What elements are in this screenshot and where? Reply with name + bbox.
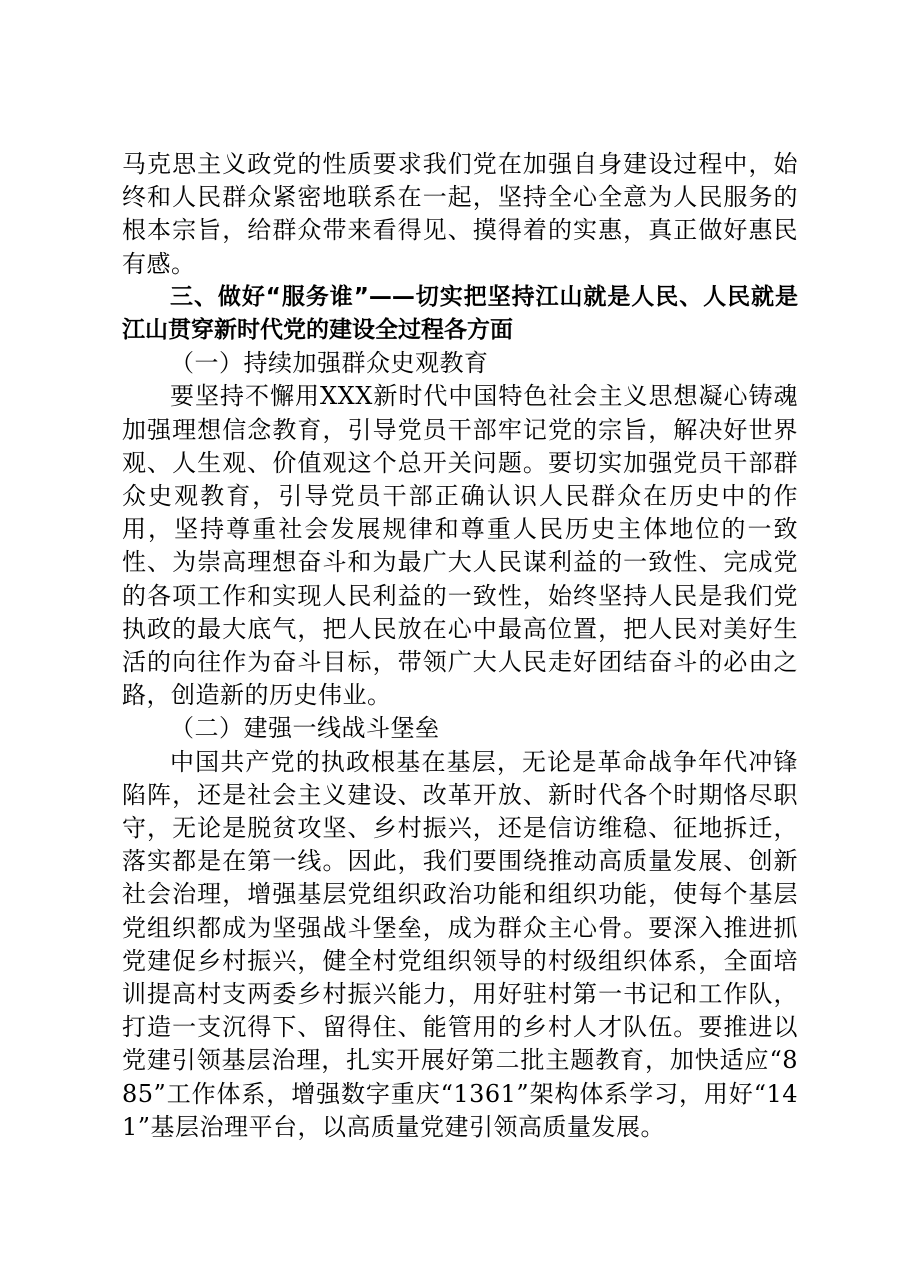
subsection-2-body: 中国共产党的执政根基在基层，无论是革命战争年代冲锋陷阵，还是社会主义建设、改革开放、新时代各个时期恪尽职守，无论是脱贫攻坚、乡村振兴，还是信访维稳、征地拆迁，落实都是在第一线。因此，我们要围绕推动高质量发展、创新社会治理，增强基层党组织政治功能和组织功能，使每个基层党组织都成为坚强战斗堡垒，成为群众主心骨。要深入推进抓党建促乡村振兴，健全村党组织领导的村级组织体系，全面培训提高村支两委乡村振兴能力，用好驻村第一书记和工作队，打造一支沉得下、留得住、能管用的乡村人才队伍。要推进以党建引领基层治理，扎实开展好第二批主题教育，加快适应“885”工作体系，增强数字重庆“1361”架构体系学习，用好“141”基层治理平台，以高质量党建引领高质量发展。 (122, 747, 798, 1141)
section-heading: 三、做好“服务谁”——切实把坚持江山就是人民、人民就是江山贯穿新时代党的建设全过程各方面 (122, 283, 798, 344)
document-page (122, 148, 798, 1144)
subsection-1-title: （一）持续加强群众史观教育 (170, 349, 489, 378)
subsection-1-body: 要坚持不懈用XXX新时代中国特色社会主义思想凝心铸魂加强理想信念教育，引导党员干部牢记党的宗旨，解决好世界观、人生观、价值观这个总开关问题。要切实加强党员干部群众史观教育，引导党员干部正确认识人民群众在历史中的作用，坚持尊重社会发展规律和尊重人民历史主体地位的一致性、为崇高理想奋斗和为最广大人民谋利益的一致性、完成党的各项工作和实现人民利益的一致性，始终坚持人民是我们党执政的最大底气，把人民放在心中最高位置，把人民对美好生活的向往作为奋斗目标，带领广大人民走好团结奋斗的必由之路，创造新的历史伟业。 (122, 382, 798, 710)
intro-paragraph: 马克思主义政党的性质要求我们党在加强自身建设过程中，始终和人民群众紧密地联系在一起，坚持全心全意为人民服务的根本宗旨，给群众带来看得见、摸得着的实惠，真正做好惠民有感。 (122, 150, 798, 278)
subsection-2-title: （二）建强一线战斗堡垒 (170, 714, 440, 743)
